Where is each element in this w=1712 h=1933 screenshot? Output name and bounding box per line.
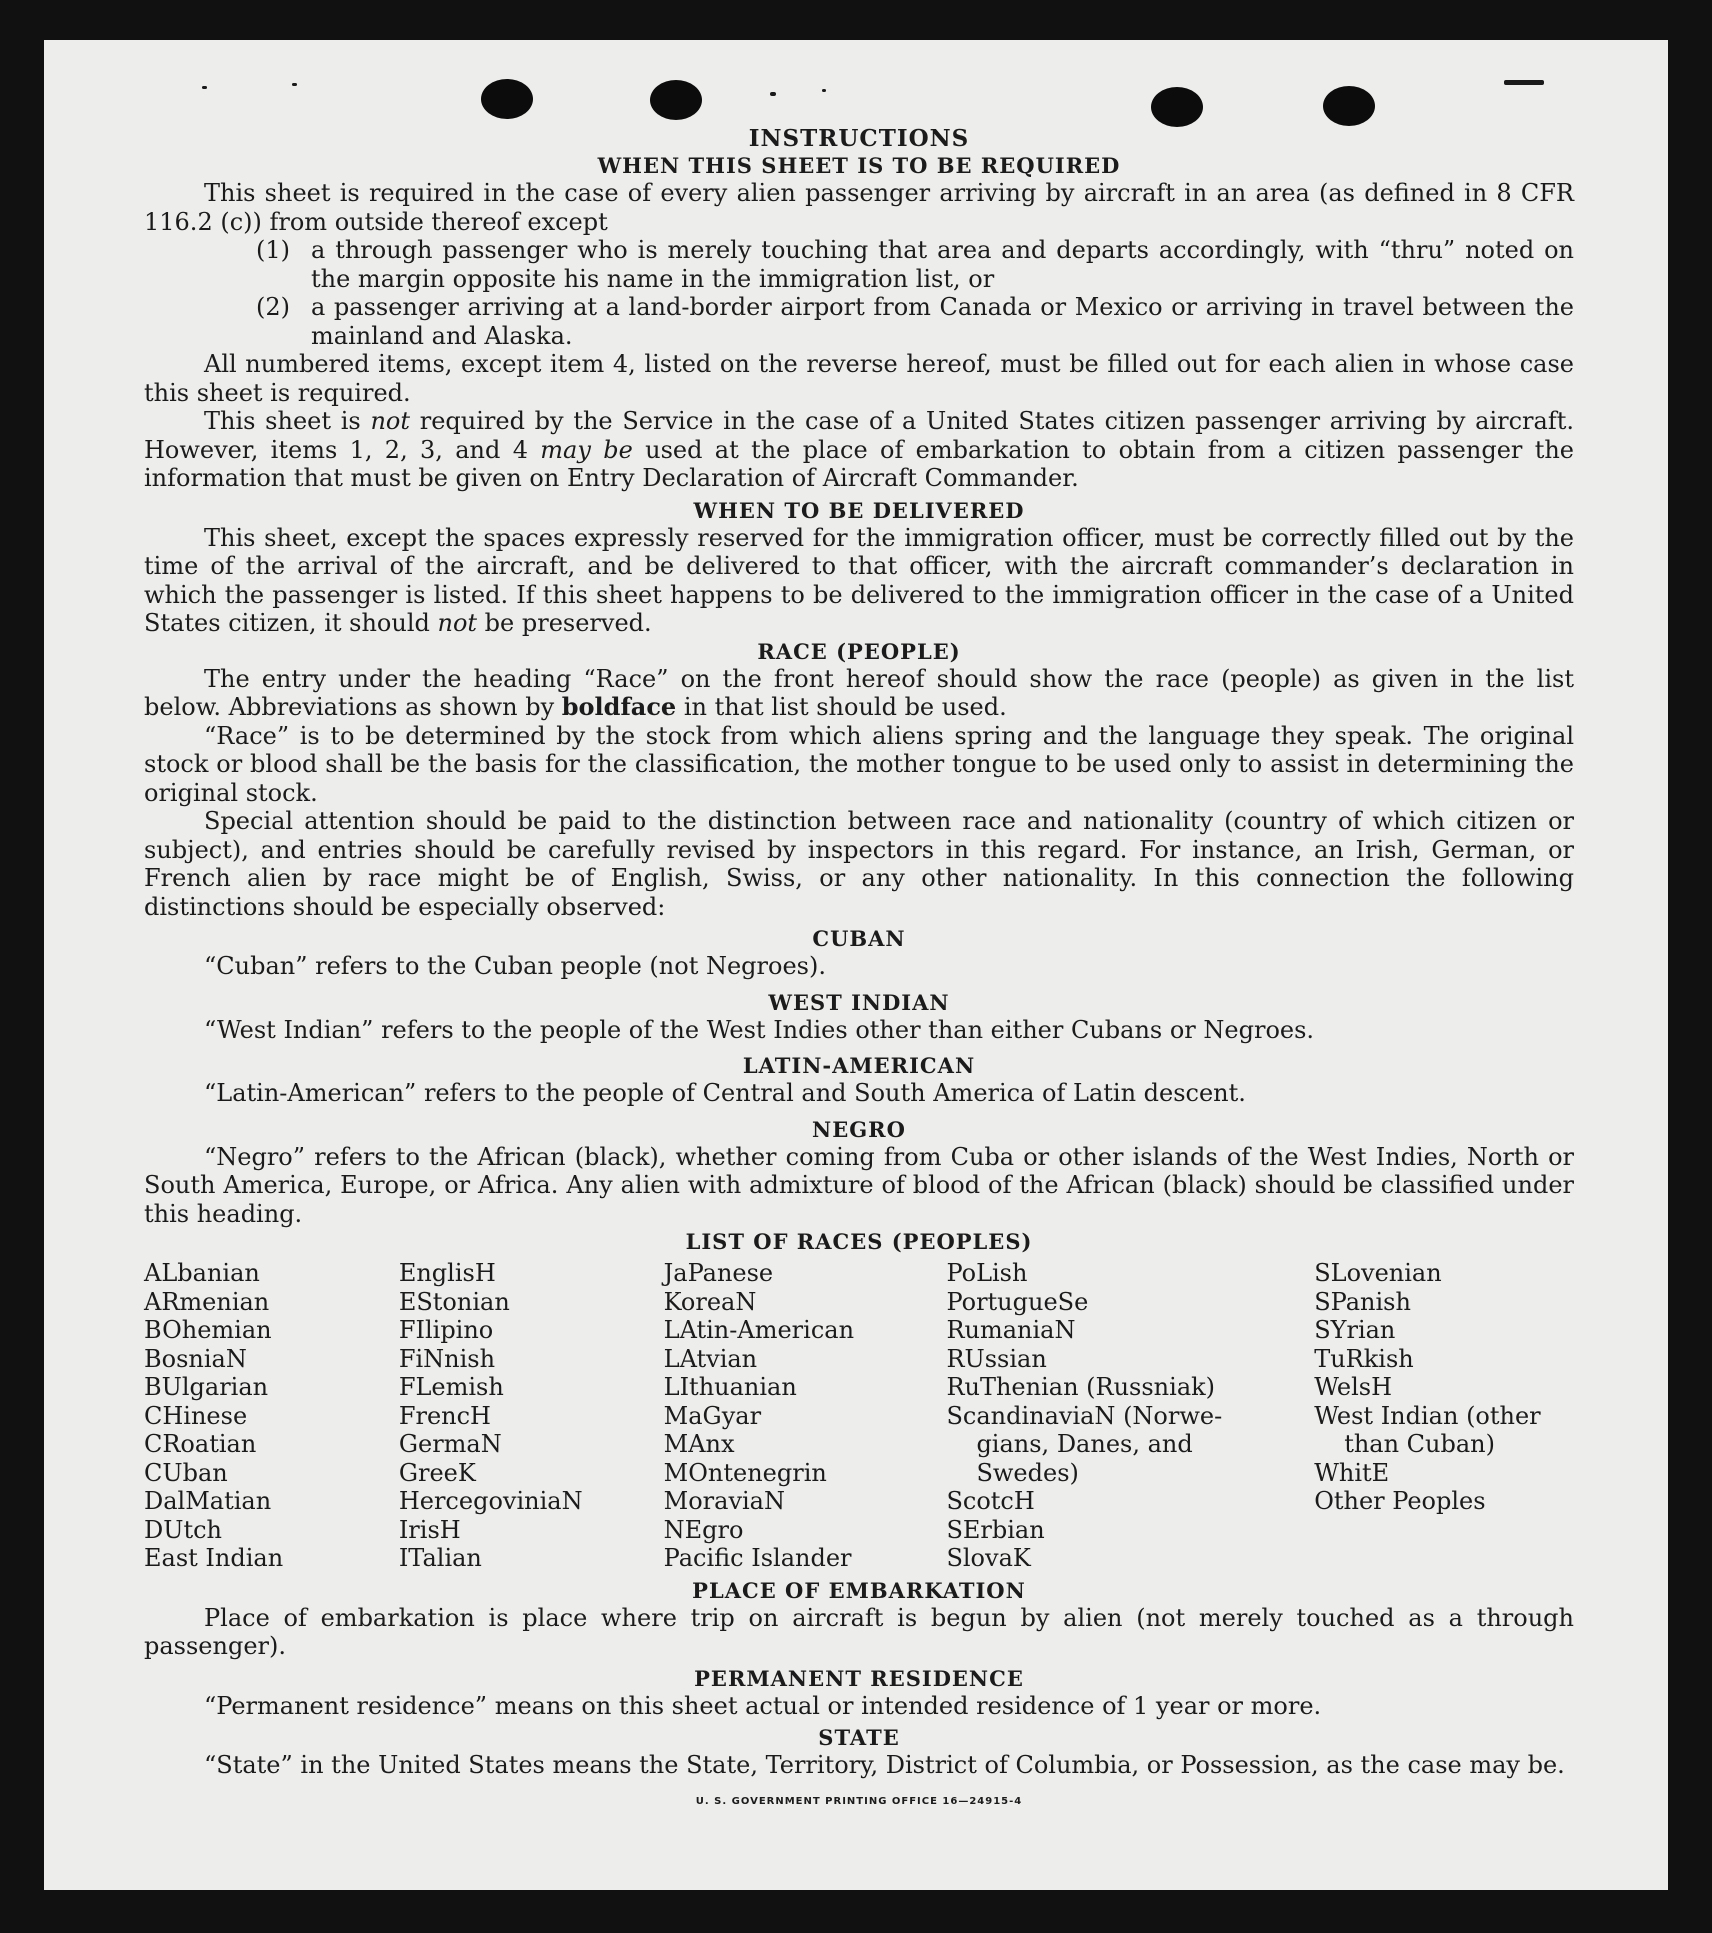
race-entry: SPanish xyxy=(1314,1287,1411,1316)
race-entry: Pacific Islander xyxy=(663,1544,852,1572)
paragraph-citizen xyxy=(144,407,1574,493)
race-entry: SYrian xyxy=(1314,1316,1396,1344)
heading-west-indian: WEST INDIAN xyxy=(768,989,950,1015)
document-sheet xyxy=(44,40,1668,1890)
race-entry-continued: Swedes) xyxy=(976,1458,1079,1487)
race-entry: TuRkish xyxy=(1314,1344,1414,1373)
race-entry: BosniaN xyxy=(144,1344,247,1373)
race-entry: LAtin-American xyxy=(663,1316,855,1344)
race-entry: BOhemian xyxy=(144,1316,272,1344)
race-entry: CUban xyxy=(144,1458,228,1487)
race-list xyxy=(144,1259,1574,1573)
race-entry: FLemish xyxy=(398,1373,504,1401)
heading-when-delivered: WHEN TO BE DELIVERED xyxy=(693,497,1025,523)
race-column xyxy=(144,1259,399,1573)
item-text: a passenger arriving at a land-border airport from Canada or Mexico or arriving in travel between the mainland and Alaska. xyxy=(311,293,1574,350)
race-entry: RuThenian (Russniak) xyxy=(946,1373,1216,1401)
paragraph-latin-american: “Latin-American” refers to the people of Central and South America of Latin descent. xyxy=(204,1079,1246,1107)
race-entry: PortugueSe xyxy=(946,1287,1089,1316)
heading-race: RACE (PEOPLE) xyxy=(757,638,961,664)
race-entry: WelsH xyxy=(1314,1373,1393,1401)
paragraph-numbered-items: All numbered items, except item 4, listed on the reverse hereof, must be filled out for each alien in whose case this sheet is required. xyxy=(144,350,1574,407)
race-entry: ScotcH xyxy=(946,1487,1035,1515)
race-entry: West Indian (other xyxy=(1314,1401,1541,1430)
race-entry-continued: than Cuban) xyxy=(1344,1430,1495,1458)
race-entry: CHinese xyxy=(144,1401,248,1430)
race-entry: IrisH xyxy=(398,1515,461,1544)
race-entry: Other Peoples xyxy=(1314,1487,1486,1515)
text-run-italic: not xyxy=(370,407,411,435)
paragraph-delivered xyxy=(144,524,1574,638)
punch-hole xyxy=(1151,87,1203,127)
race-entry: DalMatian xyxy=(144,1487,272,1515)
race-entry: SLovenian xyxy=(1314,1259,1442,1287)
item-text: a through passenger who is merely touching that area and departs accordingly, with “thru” noted on the margin opposite his name in the immigration list, or xyxy=(311,236,1574,293)
race-entry: LIthuanian xyxy=(663,1373,797,1401)
heading-cuban: CUBAN xyxy=(812,926,906,951)
punch-hole xyxy=(481,79,533,119)
race-entry: EStonian xyxy=(398,1287,510,1316)
heading-when-required: WHEN THIS SHEET IS TO BE REQUIRED xyxy=(597,153,1121,178)
text-run-italic: not xyxy=(437,609,478,637)
paragraph-state: “State” in the United States means the State, Territory, District of Columbia, or Possession, as the case may be. xyxy=(204,1751,1565,1779)
exception-item xyxy=(256,293,1574,350)
printing-office-footer: U. S. GOVERNMENT PRINTING OFFICE 16—24915-4 xyxy=(695,1795,1023,1807)
race-column xyxy=(946,1259,1314,1573)
race-entry: MaGyar xyxy=(663,1401,762,1430)
text-run: be preserved. xyxy=(477,609,652,637)
paragraph-race-3: Special attention should be paid to the distinction between race and nationality (country of which citizen or subject), and entries should be carefully revised by inspectors in this regard. For instance, an Irish, German, or French alien by race might be of English, Swiss, or any other nationality. In this connection the following distinctions should be especially observed: xyxy=(144,807,1574,921)
text-run-bold: boldface xyxy=(561,692,677,721)
race-entry: ARmenian xyxy=(144,1287,270,1316)
heading-list-of-races: LIST OF RACES (PEOPLES) xyxy=(685,1229,1033,1254)
race-entry: BUlgarian xyxy=(144,1373,269,1401)
race-entry: RumaniaN xyxy=(946,1316,1076,1344)
speck xyxy=(770,92,776,96)
heading-negro: NEGRO xyxy=(812,1116,906,1142)
paragraph-west-indian: “West Indian” refers to the people of the West Indies other than either Cubans or Negroes. xyxy=(204,1015,1315,1044)
race-entry-continued: gians, Danes, and xyxy=(976,1430,1193,1458)
race-entry: GermaN xyxy=(398,1430,502,1458)
race-entry: FiNnish xyxy=(398,1344,496,1373)
paragraph-race-2: “Race” is to be determined by the stock from which aliens spring and the language they speak. The original stock or blood shall be the basis for the classification, the mother tongue to be used only to assist in determining the original stock. xyxy=(144,721,1574,807)
race-entry: LAtvian xyxy=(663,1344,758,1373)
instructions-body xyxy=(144,125,1574,1816)
race-entry: HercegoviniaN xyxy=(398,1487,583,1515)
paragraph-race-1 xyxy=(144,665,1574,722)
paragraph-embarkation: Place of embarkation is place where trip on aircraft is begun by alien (not merely touched as a through passenger). xyxy=(144,1603,1574,1660)
paragraph-required-intro: This sheet is required in the case of every alien passenger arriving by aircraft in an area (as defined in 8 CFR 116.2 (c)) from outside thereof except xyxy=(144,179,1574,236)
race-column xyxy=(1314,1259,1574,1573)
text-run-italic: may be xyxy=(540,435,633,464)
race-entry: ScandinaviaN (Norwe- xyxy=(946,1401,1223,1430)
punch-hole xyxy=(1323,86,1375,126)
paragraph-negro: “Negro” refers to the African (black), whether coming from Cuba or other islands of the West Indies, North or South America, Europe, or Africa. Any alien with admixture of blood of the African (black) should be classified under this heading. xyxy=(144,1142,1574,1228)
race-entry: NEgro xyxy=(663,1515,744,1544)
text-run: This sheet, except the spaces expressly reserved for the immigration officer, must be correctly filled out by the time of the arrival of the aircraft, and be delivered to that officer, with the aircraft commander’s declaration in which the passenger is listed. If this sheet happens to be delivered to the immigration officer in the case of a United States citizen, it should xyxy=(144,523,1574,637)
race-entry: KoreaN xyxy=(663,1287,757,1316)
race-entry: MAnx xyxy=(663,1430,735,1458)
race-entry: SlovaK xyxy=(946,1544,1031,1572)
race-entry: CRoatian xyxy=(144,1430,257,1458)
item-number: (2) xyxy=(256,293,290,321)
speck xyxy=(822,89,826,92)
race-entry: EnglisH xyxy=(398,1259,496,1287)
race-entry: PoLish xyxy=(946,1259,1028,1287)
heading-place-of-embarkation: PLACE OF EMBARKATION xyxy=(692,1577,1026,1603)
speck xyxy=(1504,80,1544,85)
race-entry: ITalian xyxy=(398,1544,482,1572)
paragraph-residence: “Permanent residence” means on this sheet actual or intended residence of 1 year or more. xyxy=(204,1691,1322,1720)
race-entry: FrencH xyxy=(398,1401,491,1430)
race-entry: SErbian xyxy=(946,1515,1045,1544)
race-entry: MoraviaN xyxy=(663,1487,785,1515)
item-number: (1) xyxy=(256,236,290,264)
race-entry: GreeK xyxy=(398,1458,476,1487)
race-entry: WhitE xyxy=(1314,1458,1390,1487)
text-run: required by the Service in the case of a United States citizen passenger arriving by aircraft. However, items 1, 2, 3, and 4 xyxy=(144,407,1574,464)
heading-permanent-residence: PERMANENT RESIDENCE xyxy=(694,1665,1024,1691)
race-column xyxy=(399,1259,664,1573)
text-run: in that list should be used. xyxy=(676,693,1007,721)
text-run: The entry under the heading “Race” on the front hereof should show the race (people) as given in the list below. Abbreviations as shown by xyxy=(144,664,1574,721)
paragraph-cuban: “Cuban” refers to the Cuban people (not Negroes). xyxy=(204,952,826,980)
race-entry: RUssian xyxy=(946,1344,1047,1373)
race-entry: ALbanian xyxy=(144,1259,260,1287)
speck xyxy=(202,86,207,89)
race-entry: DUtch xyxy=(144,1515,223,1544)
text-run: This sheet is xyxy=(204,407,371,435)
race-entry: MOntenegrin xyxy=(663,1458,827,1487)
heading-state: STATE xyxy=(818,1725,900,1750)
race-entry: JaPanese xyxy=(663,1259,774,1287)
heading-latin-american: LATIN-AMERICAN xyxy=(742,1053,976,1078)
punch-hole xyxy=(650,80,702,120)
text-run: used at the place of embarkation to obtain from a citizen passenger the information that must be given on Entry Declaration of Aircraft Commander. xyxy=(144,435,1574,492)
race-entry: East Indian xyxy=(144,1544,284,1572)
exception-item xyxy=(256,236,1574,293)
race-entry: FIlipino xyxy=(398,1316,494,1344)
speck xyxy=(292,83,297,86)
heading-instructions: INSTRUCTIONS xyxy=(748,125,970,152)
race-column xyxy=(664,1259,947,1573)
